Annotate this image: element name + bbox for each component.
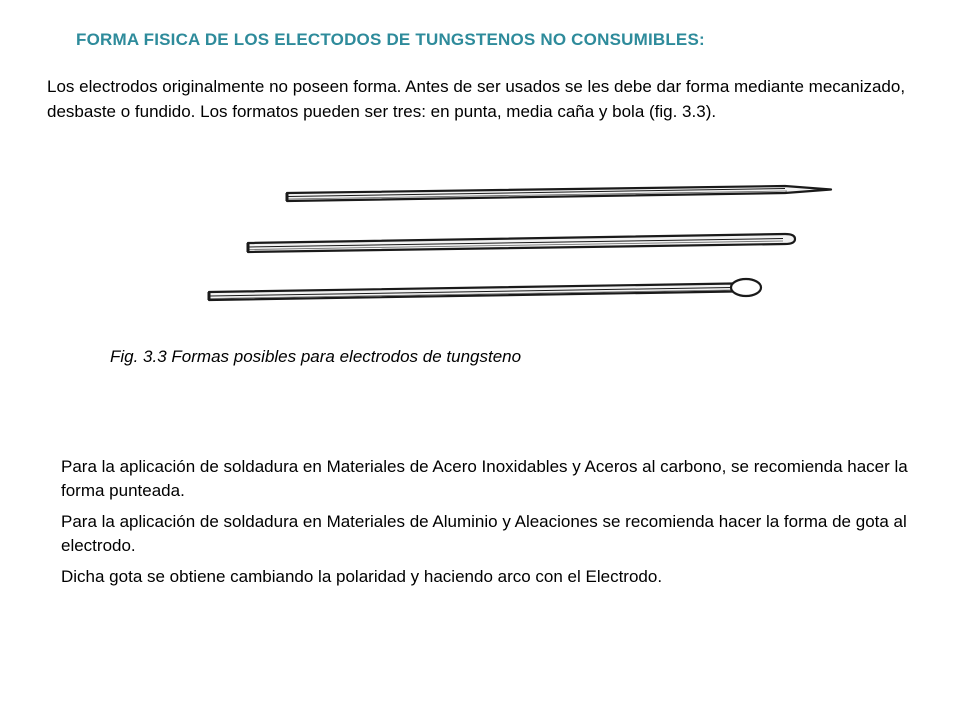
electrode-ball bbox=[209, 279, 761, 300]
figure-caption: Fig. 3.3 Formas posibles para electrodos de tungsteno bbox=[110, 347, 522, 366]
note-aluminum: Para la aplicación de soldadura en Materiales de Aluminio y Aleaciones se recomienda hacer la forma de gota al electrodo. bbox=[61, 512, 907, 555]
electrode-half-round bbox=[248, 234, 795, 252]
electrode-pointed bbox=[287, 186, 831, 201]
page-title: FORMA FISICA DE LOS ELECTODOS DE TUNGSTENOS NO CONSUMIBLES: bbox=[76, 30, 705, 49]
note-ball-formation: Dicha gota se obtiene cambiando la polaridad y haciendo arco con el Electrodo. bbox=[61, 567, 663, 586]
intro-paragraph: Los electrodos originalmente no poseen forma. Antes de ser usados se les debe dar forma mediante mecanizado, desbaste o fundido. Los formatos pueden ser tres: en punta, media caña y bola (fig. 3.3). bbox=[47, 77, 906, 121]
notes-section bbox=[61, 455, 921, 596]
note-stainless-carbon: Para la aplicación de soldadura en Materiales de Acero Inoxidables y Aceros al carbono, se recomienda hacer la forma punteada. bbox=[61, 457, 908, 500]
electrode-figure bbox=[195, 170, 845, 315]
